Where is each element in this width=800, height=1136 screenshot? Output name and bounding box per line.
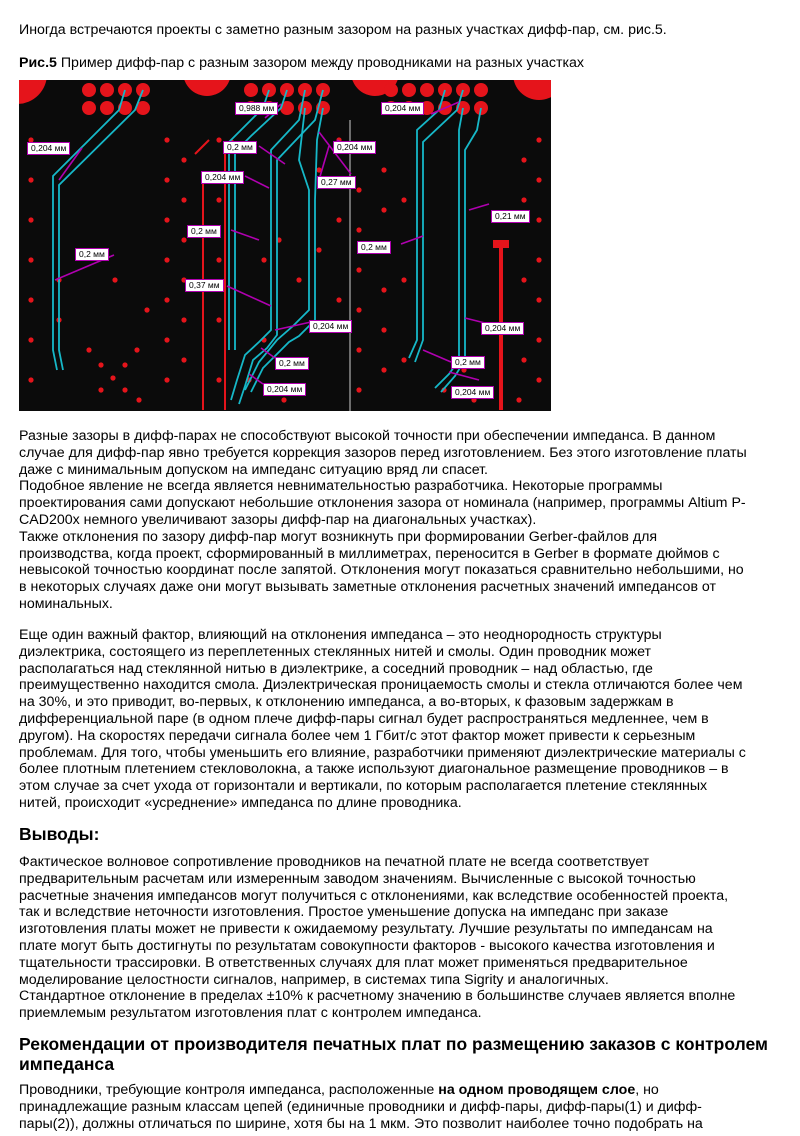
paragraph-conclusions: [19, 854, 789, 1022]
figure-caption-label: Рис.5: [19, 55, 57, 71]
dimension-label: 0,21 мм: [491, 210, 530, 223]
text-run: , но: [635, 1082, 659, 1098]
text-line: Фактическое волновое сопротивление проводников на печатной плате не всегда соответствует: [19, 854, 650, 870]
dimension-label: 0,204 мм: [27, 142, 70, 155]
paragraph-dielectric: [19, 627, 789, 812]
dimension-label: 0,2 мм: [357, 241, 391, 254]
text-line: Также отклонения по зазору дифф-пар могут возникнуть при формировании Gerber-файлов для: [19, 528, 658, 545]
text-line: более плотным плетением стекловолокна, а также используют диагональное размещение проводников – в: [19, 761, 729, 778]
text-line: невысокой точностью координат после запятой. Отклонения могут показаться сравнительно небольшими, но: [19, 562, 744, 579]
figure-caption-text: Пример дифф-пар с разным зазором между проводниками на разных участках: [56, 55, 584, 71]
dimension-label: 0,204 мм: [333, 141, 376, 154]
text-line: располагаться над стеклянной нитью в диэлектрике, а соседний проводник – над областью, где: [19, 660, 653, 677]
dimension-label: 0,2 мм: [187, 225, 221, 238]
text-line: приемлемым результатом изготовления плат с контролем импеданса.: [19, 1005, 482, 1022]
dimension-label: 0,204 мм: [309, 320, 352, 333]
text-line: расчетные значения импедансов могут получиться с отклонениями, как вследствие особенностей проекта,: [19, 887, 729, 904]
dimension-label: 0,204 мм: [481, 322, 524, 335]
text-line: Разные зазоры в дифф-парах не способствуют высокой точности при обеспечении импеданса. В данном: [19, 428, 716, 444]
text-line: проектирования сами допускают небольшие отклонения зазора от номинала (например, программы Altium P-: [19, 495, 746, 512]
text-line: тщательности трассировки. В ответственных случаях для плат может применяться предварительное: [19, 954, 688, 971]
text-line: моделирование целостности сигналов, например, в системах типа Sigrity и аналогичных.: [19, 971, 609, 988]
text-line: так и вследствие неточности изготовления. Простое уменьшение допуска на импеданс при заказе: [19, 904, 669, 921]
text-line: случае для дифф-пар явно требуется коррекция зазоров перед изготовлением. Без этого изготовление платы: [19, 444, 747, 461]
text-line: в некоторых случаях даже они могут вызывать заметные отклонения расчетных значений импедансов от: [19, 579, 717, 596]
text-line: плате могут быть достигнуты по результатам совокупности факторов - высокого качества изготовления и: [19, 937, 715, 954]
text-line: на 30%, и это приводит, во-первых, к отклонению импеданса, а во-вторых, к фазовым задержкам в: [19, 694, 674, 711]
pcb-figure: [19, 80, 551, 411]
dimension-label: 0,204 мм: [201, 171, 244, 184]
heading-line: импеданса: [19, 1054, 115, 1074]
text-line: пары(2)), должны отличаться по ширине, хотя бы на 1 мкм. Это позволит наиболее точно подобрать на: [19, 1115, 703, 1132]
text-line: Подобное явление не всегда является невнимательностью разработчика. Некоторые программы: [19, 478, 663, 495]
conclusions-heading: Выводы:: [19, 824, 100, 844]
dimension-label: 0,2 мм: [275, 357, 309, 370]
text-line: дифференциальной паре (в одном плече дифф-пары сигнал будет распространяться медленнее, чем в: [19, 710, 709, 727]
paragraph-recommendations: [19, 1082, 789, 1132]
dimension-label: 0,204 мм: [451, 386, 494, 399]
dimension-label: 0,2 мм: [451, 356, 485, 369]
text-line: нитей, происходит «усреднение» импеданса по длине проводника.: [19, 794, 462, 811]
text-line: предварительным расчетам или измеренным заводом значениям. Вычисленные с высокой точностью: [19, 870, 696, 887]
text-line: проблемам. Для того, чтобы уменьшить его влияние, разработчики применяют диэлектрические материалы с: [19, 744, 746, 761]
text-line: производства, когда проект, сформированный в миллиметрах, переносится в Gerber в формате дюймов с: [19, 545, 720, 562]
intro-text: Иногда встречаются проекты с заметно разным зазором на разных участках дифф-пар, см. рис.5.: [19, 22, 667, 38]
text-line: Стандартное отклонение в пределах ±10% к расчетному значению в большинстве случаев является вполне: [19, 988, 736, 1005]
recommendations-heading: [19, 1034, 789, 1074]
text-line: диэлектрика, состоящего из переплетенных стеклянных нитей и смолы. Один проводник может: [19, 643, 652, 660]
text-line: даже с минимальным допуском на импеданс ситуацию вряд ли спасет.: [19, 461, 488, 478]
dimension-label: 0,2 мм: [223, 141, 257, 154]
text-line: этом случае за счет ухода от горизонтали и вертикали, по которым располагается плетение стеклянных: [19, 778, 708, 795]
bold-text: на одном проводящем слое: [438, 1082, 636, 1098]
text-line: изготовления платы может не привести к ожидаемому результату. Лучшие результаты по импедансам на: [19, 921, 713, 938]
dimension-label: 0,37 мм: [185, 279, 224, 292]
dimension-label: 0,204 мм: [381, 102, 424, 115]
text-run: Проводники, требующие контроля импеданса, расположенные: [19, 1082, 439, 1098]
text-line: принадлежащие разным классам цепей (единичные проводники и дифф-пары, дифф-пары(1) и дифф-: [19, 1098, 702, 1115]
diff-pair-traces: [53, 90, 481, 404]
text-line: CAD200x немного увеличивают зазоры дифф-пар на диагональных участках).: [19, 511, 537, 528]
text-line: преимущественно находится смола. Диэлектрическая проницаемость смолы и стекла отличаются более чем: [19, 677, 743, 694]
dimension-label: 0,2 мм: [75, 248, 109, 261]
paragraph-impedance-gaps: [19, 428, 789, 613]
dimension-label: 0,27 мм: [317, 176, 356, 189]
text-line: номинальных.: [19, 595, 113, 612]
text-line: другом). На скоростях передачи сигнала более чем 1 Гбит/с этот фактор может привести к серьезным: [19, 727, 696, 744]
text-line: Еще один важный фактор, влияющий на отклонения импеданса – это неоднородность структуры: [19, 627, 662, 643]
text-line: [19, 1082, 789, 1099]
dimension-label: 0,204 мм: [263, 383, 306, 396]
dimension-label: 0,988 мм: [235, 102, 278, 115]
figure-caption: [19, 55, 584, 72]
heading-line: Рекомендации от производителя печатных плат по размещению заказов с контролем: [19, 1034, 768, 1054]
